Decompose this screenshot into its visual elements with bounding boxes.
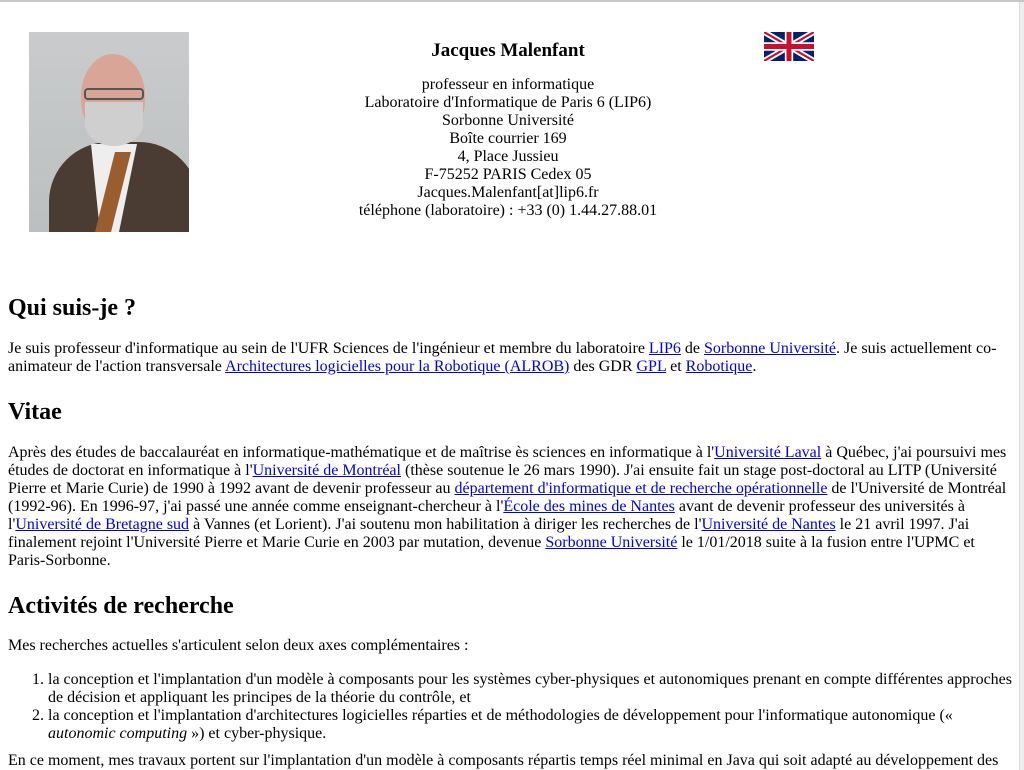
- scrollbar[interactable]: [1019, 2, 1024, 770]
- link-universite-bretagne-sud[interactable]: Université de Bretagne sud: [15, 516, 190, 533]
- contact-line-lab: Laboratoire d'Informatique de Paris 6 (LIP6): [364, 94, 652, 111]
- link-gdr-robotique[interactable]: Robotique: [685, 358, 753, 375]
- profile-header: [8, 2, 1016, 274]
- contact-line-title: professeur en informatique: [421, 76, 595, 93]
- contact-line-street: 4, Place Jussieu: [457, 148, 559, 165]
- link-sorbonne-universite[interactable]: Sorbonne Université: [704, 340, 837, 357]
- page-content: [8, 2, 1016, 769]
- contact-line-mailbox: Boîte courrier 169: [449, 130, 567, 147]
- contact-line-phone: téléphone (laboratoire) : +33 (0) 1.44.27.88.01: [358, 202, 658, 219]
- paragraph-current-work: En ce moment, mes travaux portent sur l'implantation d'un modèle à composants répartis temps réel minimal en Java qui soit adapté au développement des: [8, 752, 999, 769]
- link-ecole-mines-nantes[interactable]: École des mines de Nantes: [503, 498, 675, 515]
- link-diro[interactable]: département d'informatique et de recherche opérationnelle: [454, 480, 828, 497]
- contact-line-city: F-75252 PARIS Cedex 05: [424, 166, 592, 183]
- portrait-photo: [29, 32, 189, 232]
- link-alrob[interactable]: Architectures logicielles pour la Robotique (ALROB): [225, 358, 570, 375]
- heading-activites-recherche: Activités de recherche: [8, 593, 234, 619]
- paragraph-activites-intro: Mes recherches actuelles s'articulent selon deux axes complémentaires :: [8, 637, 469, 654]
- heading-vitae: Vitae: [8, 399, 62, 425]
- contact-block: [270, 40, 746, 220]
- link-universite-nantes[interactable]: Université de Nantes: [701, 516, 836, 533]
- list-item: 2. la conception et l'implantation d'architectures logicielles réparties et de méthodologies de développement pour l'informatique autonomique (« autonomic computing ») et cyber-physique.: [48, 707, 1014, 743]
- contact-line-email: Jacques.Malenfant[at]lip6.fr: [417, 184, 599, 201]
- link-lip6[interactable]: LIP6: [648, 340, 681, 357]
- link-sorbonne-universite-2[interactable]: Sorbonne Université: [545, 534, 678, 551]
- heading-qui-suis-je: Qui suis-je ?: [8, 295, 137, 321]
- list-item: 1. la conception et l'implantation d'un modèle à composants pour les systèmes cyber-physiques et autonomiques prenant en compte différentes approches de décision et appliquant les principes de la théorie du contrôle, et: [48, 671, 1014, 707]
- paragraph-vitae: Après des études de baccalauréat en informatique-mathématique et de maîtrise ès sciences en informatique à l'Université Laval à Québec, j'ai poursuivi mes études de doctorat en informatique à l'Université de Montréal (thèse soutenue le 26 mars 1990). J'ai ensuite fait un stage post-doctoral au LITP (Université Pierre et Marie Curie) de 1990 à 1992 avant de devenir professeur au département d'informatique et de recherche opérationnelle de l'Université de Montréal (1992-96). En 1996-97, j'ai passé une année comme enseignant-chercheur à l'École des mines de Nantes avant de devenir professeur des universités à l'Université de Bretagne sud à Vannes (et Lorient). J'ai soutenu mon habilitation à diriger les recherches de l'Université de Nantes le 21 avril 1997. J'ai finalement rejoint l'Université Pierre et Marie Curie en 2003 par mutation, devenue Sorbonne Université le 1/01/2018 suite à la fusion entre l'UPMC et Paris-Sorbonne.: [8, 444, 1007, 569]
- paragraph-qui-suis-je: Je suis professeur d'informatique au sein de l'UFR Sciences de l'ingénieur et membre du laboratoire LIP6 de Sorbonne Université. Je suis actuellement co-animateur de l'action transversale Architectures logicielles pour la Robotique (ALROB) des GDR GPL et Robotique.: [8, 340, 997, 375]
- link-universite-laval[interactable]: Université Laval: [714, 444, 822, 461]
- uk-flag-icon[interactable]: [764, 32, 814, 61]
- person-name: Jacques Malenfant: [431, 40, 585, 61]
- link-gdr-gpl[interactable]: GPL: [636, 358, 667, 375]
- link-universite-montreal[interactable]: Université de Montréal: [252, 462, 401, 479]
- contact-line-university: Sorbonne Université: [442, 112, 574, 129]
- research-axes-list: [8, 671, 1014, 743]
